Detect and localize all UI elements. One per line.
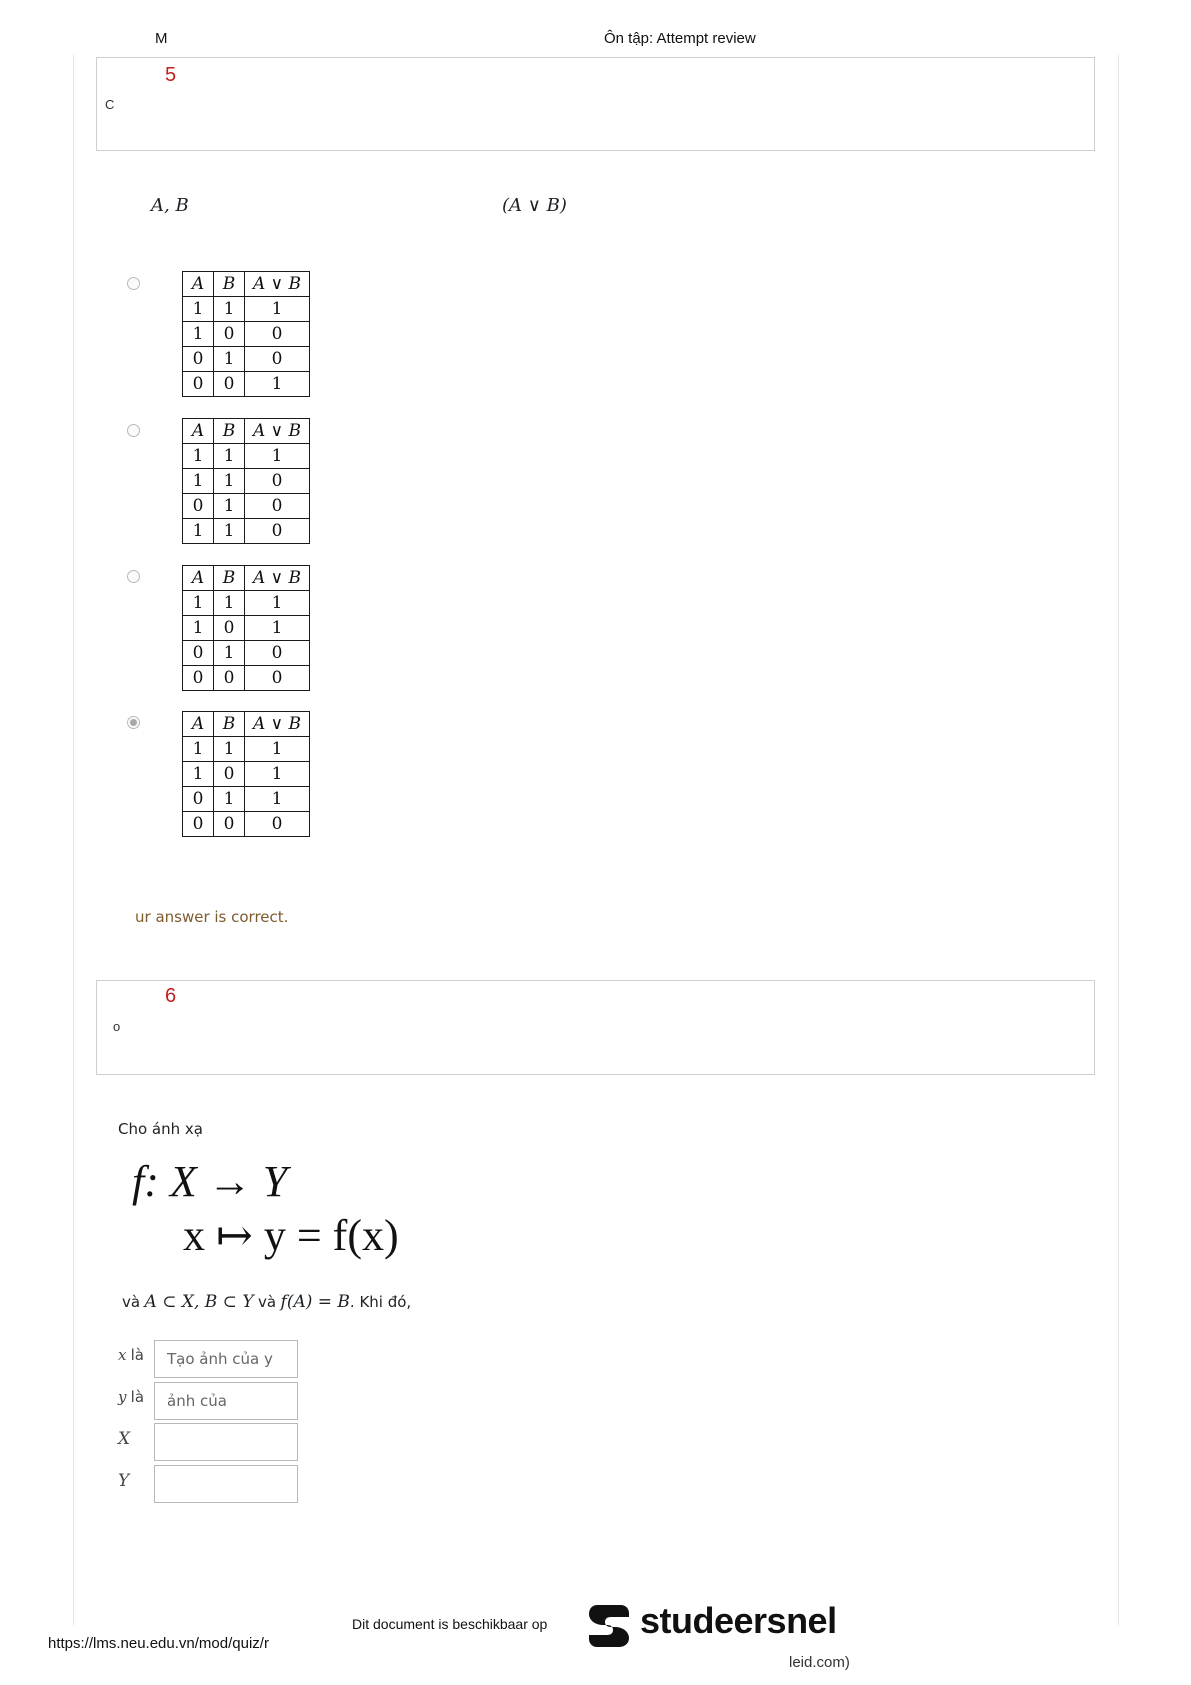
table-cell: 1 — [245, 444, 310, 469]
table-cell: 1 — [183, 469, 214, 494]
table-cell: 0 — [214, 812, 245, 837]
table-header-a-or-b: A ∨ B — [245, 566, 310, 591]
question-info-box-5 — [96, 57, 1095, 151]
feedback-text: ur answer is correct. — [135, 908, 289, 926]
table-header-b: B — [214, 712, 245, 737]
question-number: 5 — [165, 64, 177, 86]
condition-suffix: . Khi đó, — [349, 1293, 412, 1311]
condition-prefix: và — [122, 1293, 141, 1311]
table-cell: 0 — [245, 666, 310, 691]
table-cell: 1 — [214, 297, 245, 322]
answer-radio-3[interactable] — [127, 570, 140, 583]
condition-math-image: f(A) = B — [280, 1292, 350, 1312]
table-cell: 1 — [245, 591, 310, 616]
table-header-b: B — [214, 272, 245, 297]
studeersnel-logo-icon — [585, 1601, 633, 1649]
field-label-capital-y — [118, 1471, 129, 1491]
table-cell: 0 — [245, 641, 310, 666]
table-cell: 0 — [245, 469, 310, 494]
mapping-line-1: f: X → Y — [132, 1157, 288, 1206]
table-cell: 0 — [245, 322, 310, 347]
question-info-box-6 — [96, 980, 1095, 1075]
left-border-line — [73, 55, 74, 1625]
table-header-b: B — [214, 566, 245, 591]
table-cell: 0 — [245, 494, 310, 519]
question-status-letter: C — [105, 97, 115, 112]
table-cell: 1 — [214, 347, 245, 372]
table-cell: 1 — [245, 297, 310, 322]
footer-brand[interactable]: studeersnel — [640, 1600, 837, 1641]
answer-field-capital-x[interactable] — [154, 1423, 298, 1461]
table-cell: 1 — [183, 591, 214, 616]
table-cell: 1 — [245, 737, 310, 762]
label-text: là — [130, 1388, 145, 1406]
table-cell: 0 — [214, 616, 245, 641]
mapping-line-2: x ↦ y = f(x) — [183, 1211, 399, 1260]
answer-radio-4-selected[interactable] — [127, 716, 140, 729]
table-cell: 1 — [214, 469, 245, 494]
answer-radio-2[interactable] — [127, 424, 140, 437]
page-title: Ôn tập: Attempt review — [604, 30, 756, 47]
truth-table-option-3[interactable] — [182, 565, 310, 691]
question-prompt-vars: A, B — [151, 195, 189, 216]
table-cell: 0 — [245, 347, 310, 372]
table-cell: 1 — [183, 762, 214, 787]
table-cell: 1 — [183, 297, 214, 322]
truth-table-option-4[interactable] — [182, 711, 310, 837]
table-header-a: A — [183, 272, 214, 297]
answer-radio-1[interactable] — [127, 277, 140, 290]
table-cell: 1 — [214, 494, 245, 519]
table-cell: 1 — [183, 737, 214, 762]
label-math: x — [118, 1346, 127, 1364]
label-math: y — [118, 1388, 127, 1406]
table-cell: 0 — [245, 812, 310, 837]
label-math: X — [118, 1429, 131, 1449]
table-cell: 0 — [183, 812, 214, 837]
table-header-a: A — [183, 419, 214, 444]
table-cell: 0 — [183, 787, 214, 812]
table-cell: 1 — [245, 762, 310, 787]
table-cell: 1 — [245, 372, 310, 397]
field-label-x — [118, 1346, 144, 1364]
table-header-a: A — [183, 566, 214, 591]
field-label-capital-x — [118, 1429, 130, 1449]
field-label-y — [118, 1388, 144, 1406]
answer-field-x[interactable]: Tạo ảnh của y — [154, 1340, 298, 1378]
header-left-text: M — [155, 30, 168, 47]
label-text: là — [130, 1346, 144, 1364]
table-cell: 0 — [214, 666, 245, 691]
footer-tail-text: leid.com) — [789, 1654, 850, 1671]
question-intro: Cho ánh xạ — [118, 1120, 203, 1138]
footer-available-text: Dit document is beschikbaar op — [352, 1616, 548, 1632]
table-cell: 1 — [183, 322, 214, 347]
table-cell: 0 — [214, 322, 245, 347]
table-cell: 1 — [183, 519, 214, 544]
question-number: 6 — [165, 985, 177, 1007]
table-cell: 1 — [245, 787, 310, 812]
table-header-a-or-b: A ∨ B — [245, 419, 310, 444]
table-cell: 0 — [214, 762, 245, 787]
table-cell: 1 — [183, 616, 214, 641]
label-math: Y — [118, 1471, 130, 1491]
table-header-a-or-b: A ∨ B — [245, 272, 310, 297]
table-cell: 0 — [183, 641, 214, 666]
table-cell: 1 — [214, 787, 245, 812]
question-prompt-expression: (A ∨ B) — [502, 195, 567, 216]
table-header-a: A — [183, 712, 214, 737]
table-cell: 1 — [214, 519, 245, 544]
table-cell: 0 — [183, 372, 214, 397]
answer-field-capital-y[interactable] — [154, 1465, 298, 1503]
condition-line — [122, 1292, 411, 1312]
table-cell: 1 — [214, 641, 245, 666]
question-status-letter: o — [113, 1019, 121, 1034]
truth-table-option-2[interactable] — [182, 418, 310, 544]
table-cell: 0 — [183, 347, 214, 372]
footer-url[interactable]: https://lms.neu.edu.vn/mod/quiz/r — [48, 1635, 269, 1652]
table-header-a-or-b: A ∨ B — [245, 712, 310, 737]
table-cell: 1 — [245, 616, 310, 641]
right-border-line — [1118, 55, 1119, 1625]
table-cell: 1 — [214, 737, 245, 762]
table-cell: 0 — [183, 666, 214, 691]
table-header-b: B — [214, 419, 245, 444]
table-cell: 1 — [214, 444, 245, 469]
answer-field-y[interactable]: ảnh của — [154, 1382, 298, 1420]
table-cell: 0 — [245, 519, 310, 544]
condition-mid: và — [258, 1293, 277, 1311]
truth-table-option-1[interactable] — [182, 271, 310, 397]
table-cell: 0 — [183, 494, 214, 519]
table-cell: 1 — [214, 591, 245, 616]
table-cell: 1 — [183, 444, 214, 469]
condition-math-subsets: A ⊂ X, B ⊂ Y — [144, 1292, 254, 1312]
table-cell: 0 — [214, 372, 245, 397]
